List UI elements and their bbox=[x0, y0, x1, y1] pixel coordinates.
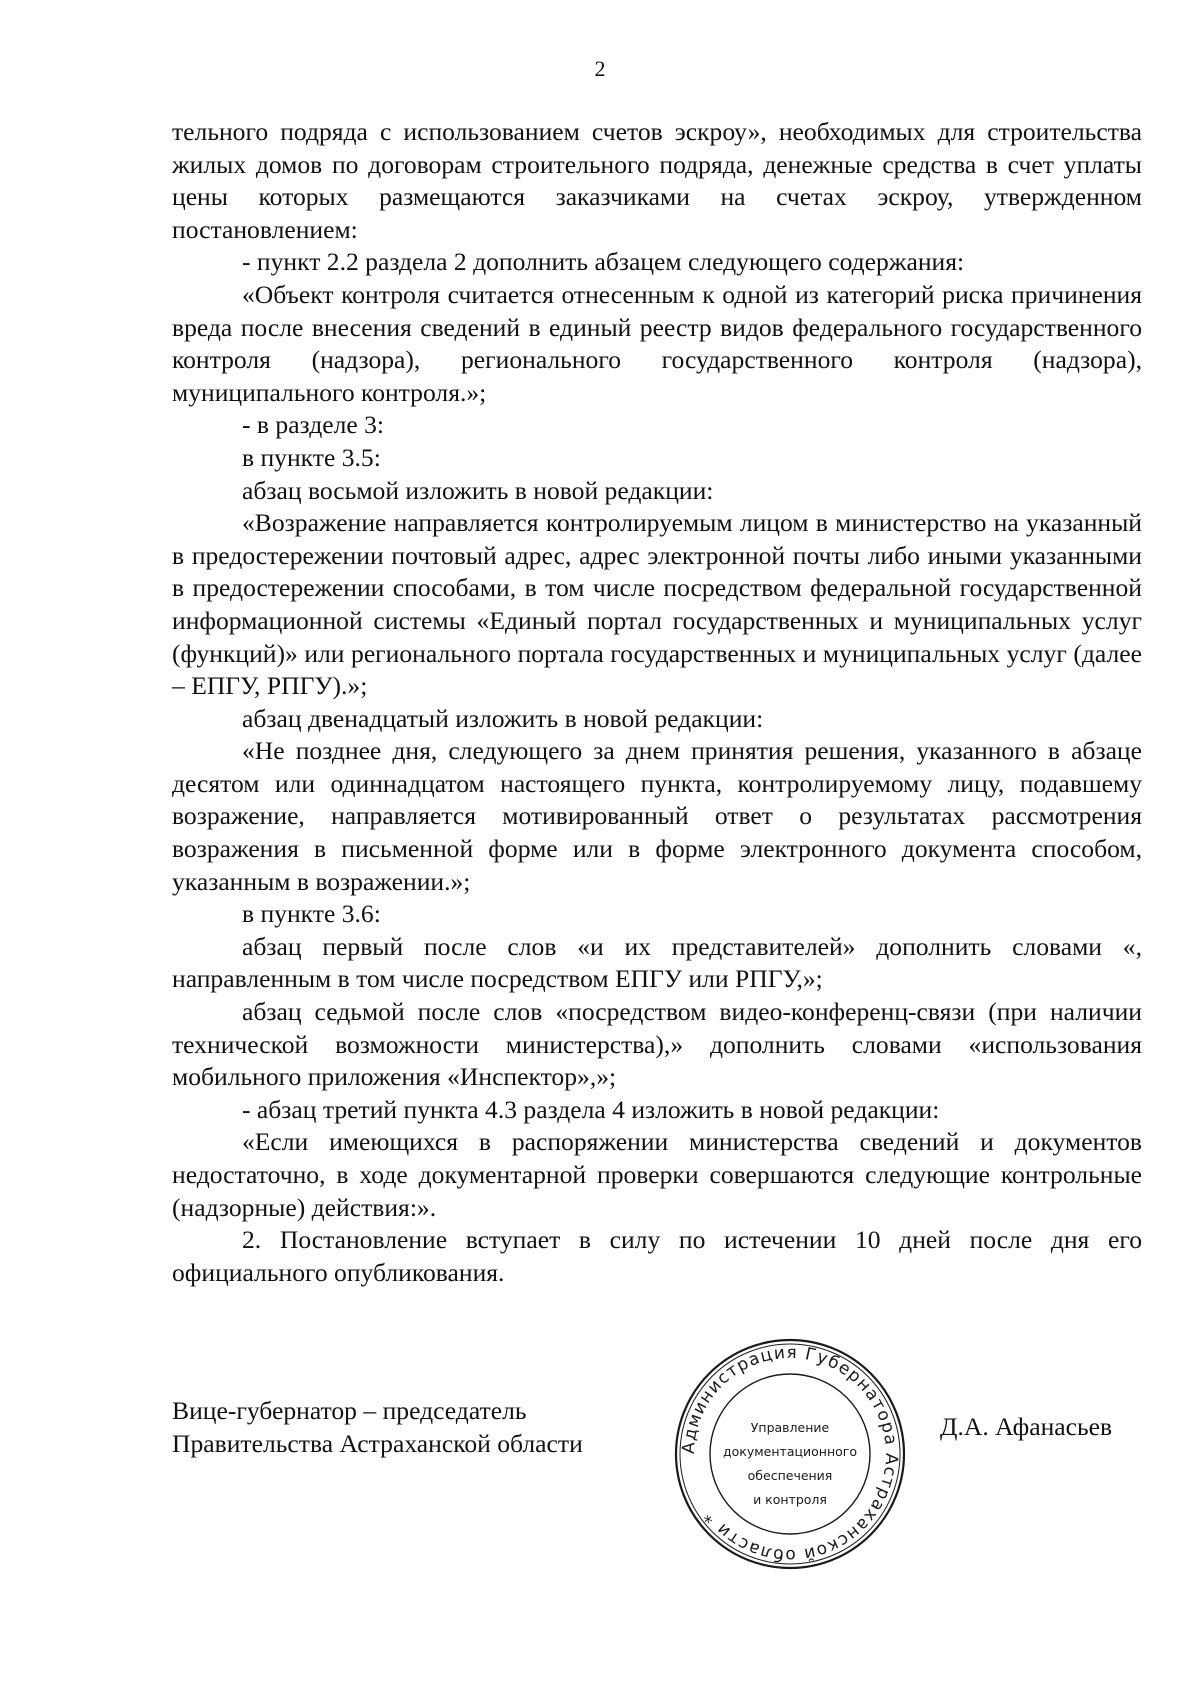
paragraph: тельного подряда с использованием счетов эскроу», необходимых для строительства жилых домов по договорам строительного подряда, денежные средства в счет уплаты цены которых размещаются заказчиками на счетах эскроу, утвержденном постановлением: bbox=[172, 117, 1142, 244]
stamp-center-line: и контроля bbox=[753, 1492, 827, 1507]
paragraph: «Объект контроля считается отнесенным к одной из категорий риска причинения вреда после внесения сведений в единый реестр видов федерального государственного контроля (надзора), регионального государственного контроля (надзора), муниципального контроля.»; bbox=[172, 279, 1142, 407]
paragraph: абзац седьмой после слов «посредством видео-конференц-связи (при наличии технической возможности министерства),» дополнить словами «использования мобильного приложения «Инспектор»,»; bbox=[172, 997, 1142, 1092]
stamp-center-line: обеспечения bbox=[747, 1468, 833, 1483]
stamp-ring-textpath: Администрация Губернатора Астраханской области * bbox=[678, 1342, 902, 1566]
body-text bbox=[172, 116, 1142, 1289]
paragraph: в пункте 3.5: bbox=[242, 442, 381, 472]
signatory-position-line: Вице-губернатор – председатель bbox=[172, 1396, 527, 1425]
stamp-center-text bbox=[723, 1420, 857, 1507]
paragraph: «Если имеющихся в распоряжении министерства сведений и документов недостаточно, в ходе документарной проверки совершаются следующие контрольные (надзорные) действия:». bbox=[172, 1127, 1142, 1222]
official-stamp bbox=[672, 1336, 908, 1572]
paragraph: в пункте 3.6: bbox=[242, 899, 381, 929]
page-number: 2 bbox=[594, 56, 606, 81]
signatory-position-line: Правительства Астраханской области bbox=[172, 1428, 583, 1458]
paragraph: «Возражение направляется контролируемым лицом в министерство на указанный в предостережении почтовый адрес, адрес электронной почты либо иными указанными в предостережении способами, в том числе посредством федеральной государственной информационной системы «Единый портал государственных и муниципальных услуг (функций)» или регионального портала государственных и муниципальных услуг (далее – ЕПГУ, РПГУ).»; bbox=[172, 508, 1142, 701]
paragraph: «Не позднее дня, следующего за днем принятия решения, указанного в абзаце десятом или одиннадцатом настоящего пункта, контролируемому лицу, подавшему возражение, направляется мотивированный ответ о результатах рассмотрения возражения в письменной форме или в форме электронного документа способом, указанным в возражении.»; bbox=[172, 736, 1142, 896]
paragraph: абзац первый после слов «и их представителей» дополнить словами «, направленным в том числе посредством ЕПГУ или РПГУ,»; bbox=[172, 931, 1142, 994]
paragraph: - в разделе 3: bbox=[242, 410, 385, 440]
paragraph: - пункт 2.2 раздела 2 дополнить абзацем следующего содержания: bbox=[242, 247, 965, 277]
stamp-center-line: Управление bbox=[750, 1420, 830, 1435]
paragraph: абзац двенадцатый изложить в новой редакции: bbox=[242, 703, 764, 733]
stamp-graphic bbox=[672, 1336, 908, 1572]
paragraph: 2. Постановление вступает в силу по истечении 10 дней после дня его официального опубликования. bbox=[172, 1225, 1142, 1287]
paragraph: абзац восьмой изложить в новой редакции: bbox=[242, 475, 714, 505]
paragraph: - абзац третий пункта 4.3 раздела 4 изложить в новой редакции: bbox=[242, 1094, 940, 1124]
signatory-name: Д.А. Афанасьев bbox=[940, 1412, 1113, 1441]
stamp-center-line: документационного bbox=[723, 1444, 857, 1459]
signatory-position bbox=[172, 1395, 583, 1460]
